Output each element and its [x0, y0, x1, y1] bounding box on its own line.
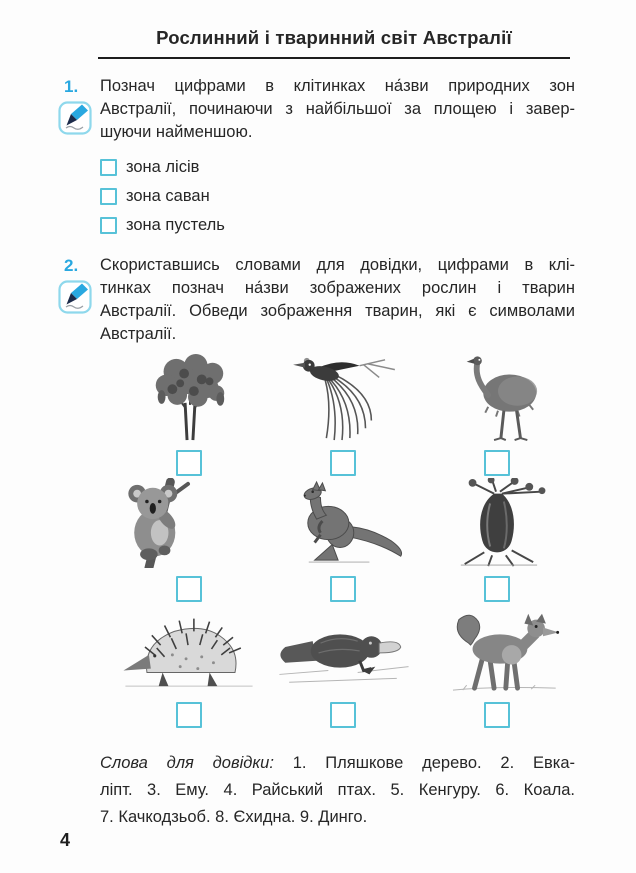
koala-image[interactable] — [114, 478, 264, 568]
platypus-image[interactable] — [268, 604, 418, 694]
checkbox-zona-lisiv[interactable] — [100, 159, 117, 176]
bird-of-paradise-image[interactable] — [268, 352, 418, 442]
bird-of-paradise-checkbox[interactable] — [330, 450, 356, 476]
grid-cell — [266, 478, 420, 602]
task-line: Австралії. Обведи зображення тварин, які є символами — [100, 302, 575, 320]
page-title: Рослинний і тваринний світ Австралії — [156, 27, 512, 48]
dingo-image[interactable] — [422, 604, 572, 694]
grid-cell — [266, 352, 420, 476]
checkbox-zona-savan[interactable] — [100, 188, 117, 205]
kangaroo-icon — [268, 478, 418, 568]
reference-line — [100, 750, 575, 777]
echidna-checkbox[interactable] — [176, 702, 202, 728]
task-line: Австралії, починаючи з найбільшої за площею і завер- — [100, 100, 575, 118]
bird-of-paradise-icon — [268, 352, 418, 442]
task-1-body — [100, 75, 575, 240]
task-2-number: 2. — [64, 256, 79, 275]
eucalyptus-image[interactable] — [114, 352, 264, 442]
emu-image[interactable] — [422, 352, 572, 442]
option-zona-savan — [100, 182, 575, 211]
grid-cell — [112, 352, 266, 476]
dingo-checkbox[interactable] — [484, 702, 510, 728]
grid-cell — [420, 352, 574, 476]
grid-cell — [266, 604, 420, 728]
task-1-number: 1. — [64, 77, 79, 96]
kangaroo-image[interactable] — [268, 478, 418, 568]
task-1-options — [100, 153, 575, 240]
task-line: шуючи найменшою. — [100, 123, 253, 141]
task-1 — [58, 75, 636, 240]
task-line: тинках познач на́зви зображених рослин і тварин — [100, 279, 575, 297]
emu-checkbox[interactable] — [484, 450, 510, 476]
task-2-body — [100, 254, 575, 831]
page-number: 4 — [60, 830, 71, 850]
reference-line: ліпт. 3. Ему. 4. Райський птах. 5. Кенгуру. 6. Коала. — [100, 781, 575, 799]
option-label: зона пустель — [126, 216, 225, 234]
reference-words — [100, 750, 575, 831]
task-line: Австралії. — [100, 325, 177, 343]
emu-icon — [422, 352, 572, 442]
task-2-gutter — [58, 254, 100, 314]
echidna-image[interactable] — [114, 604, 264, 694]
task-line: Скориставшись словами для довідки, цифрами в клі- — [100, 256, 575, 274]
page-header — [98, 26, 570, 59]
kangaroo-checkbox[interactable] — [330, 576, 356, 602]
grid-cell — [420, 604, 574, 728]
platypus-checkbox[interactable] — [330, 702, 356, 728]
bottle-tree-icon — [422, 478, 572, 568]
reference-intro: Слова для довідки: — [100, 754, 274, 772]
koala-icon — [114, 478, 264, 568]
option-zona-pustel — [100, 211, 575, 240]
pen-writing-icon — [58, 280, 92, 314]
grid-cell — [420, 478, 574, 602]
bottle-tree-checkbox[interactable] — [484, 576, 510, 602]
reference-line: 7. Качкодзьоб. 8. Єхидна. 9. Динго. — [100, 808, 368, 826]
eucalyptus-icon — [114, 352, 264, 442]
option-label: зона лісів — [126, 158, 200, 176]
option-label: зона саван — [126, 187, 210, 205]
dingo-icon — [422, 604, 572, 694]
option-zona-lisiv — [100, 153, 575, 182]
task-1-gutter — [58, 75, 100, 135]
bottle-tree-image[interactable] — [422, 478, 572, 568]
eucalyptus-checkbox[interactable] — [176, 450, 202, 476]
koala-checkbox[interactable] — [176, 576, 202, 602]
echidna-icon — [114, 604, 264, 694]
animal-grid — [112, 352, 574, 728]
task-line: Познач цифрами в клітинках на́зви природних зон — [100, 77, 575, 95]
platypus-icon — [268, 604, 418, 694]
task-2 — [58, 254, 636, 831]
reference-text: 1. Пляшкове дерево. 2. Евка- — [273, 754, 575, 772]
pen-writing-icon — [58, 101, 92, 135]
checkbox-zona-pustel[interactable] — [100, 217, 117, 234]
grid-cell — [112, 478, 266, 602]
grid-cell — [112, 604, 266, 728]
